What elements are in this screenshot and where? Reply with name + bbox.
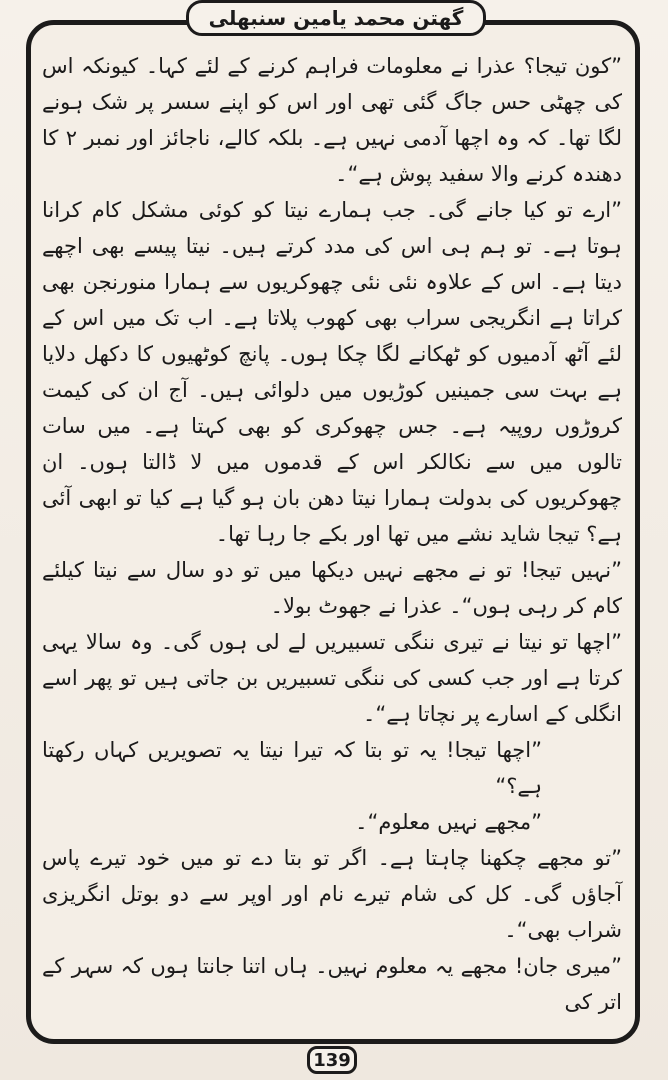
paragraph-6: ”مجھے نہیں معلوم“۔: [355, 810, 542, 834]
paragraph-5: ”اچھا تیجا! یہ تو بتا کہ تیرا نیتا یہ تصویریں کہاں رکھتا ہے؟“: [42, 738, 542, 798]
paragraph-8: ”میری جان! مجھے یہ معلوم نہیں۔ ہاں اتنا جانتا ہوں کہ سہر کے اتر کی: [42, 954, 622, 1014]
paragraph-2: ”ارے تو کیا جانے گی۔ جب ہمارے نیتا کو کوئی مشکل کام کرانا ہوتا ہے۔ تو ہم ہی اس کی مدد کرتے ہیں۔ نیتا پیسے بھی اچھے دیتا ہے۔ اس کے علاوہ نئی نئی چھوکریوں سے ہمارا منورنجن بھی کراتا ہے انگریجی سراب بھی کھوب پلاتا ہے۔ اب تک میں اس کے لئے آٹھ آدمیوں کو ٹھکانے لگا چکا ہوں۔ پانچ کوٹھیوں کا دکھل دلایا ہے بہت سی جمینیں کوڑیوں میں دلوائی ہیں۔ آج ان کی کیمت کروڑوں روپیہ ہے۔ جس چھوکری کو بھی کہتا ہے۔ میں سات تالوں میں سے نکالکر اس کے قدموں میں لا ڈالتا ہوں۔ ان چھوکریوں کی بدولت ہمارا نیتا دھن بان ہو گیا ہے کیا تو ابھی آئی ہے؟ تیجا شاید نشے میں تھا اور بکے جا رہا تھا۔: [42, 198, 622, 546]
paragraph-3: ”نہیں تیجا! تو نے مجھے نہیں دیکھا میں تو دو سال سے نیتا کیلئے کام کر رہی ہوں“۔ عذرا نے جھوٹ بولا۔: [42, 558, 622, 618]
page-body: [42, 48, 622, 1014]
paragraph-7: ”تو مجھے چکھنا چاہتا ہے۔ اگر تو بتا دے تو میں خود تیرے پاس آجاؤں گی۔ کل کی شام تیرے نام اور اوپر سے دو بوتل انگریزی شراب بھی“۔: [42, 846, 622, 942]
running-header: [186, 0, 486, 36]
header-title: گھتن محمد یامین سنبھلی: [208, 6, 464, 30]
page-number: 139: [313, 1049, 351, 1071]
paragraph-1: ”کون تیجا؟ عذرا نے معلومات فراہم کرنے کے لئے کہا۔ کیونکہ اس کی چھٹی حس جاگ گئی تھی اور اس کو اپنے سسر پر شک ہونے لگا تھا۔ کہ وہ اچھا آدمی نہیں ہے۔ بلکہ کالے، ناجائز اور نمبر ۲ کا دھندہ کرنے والا سفید پوش ہے“۔: [42, 54, 622, 186]
page-number-box: [307, 1046, 357, 1074]
paragraph-4: ”اچھا تو نیتا نے تیری ننگی تسبیریں لے لی ہوں گی۔ وہ سالا یہی کرتا ہے اور جب کسی کی ننگی تسبیریں بن جاتی ہیں تو پھر اسے انگلی کے اسارے پر نچاتا ہے“۔: [42, 630, 622, 726]
